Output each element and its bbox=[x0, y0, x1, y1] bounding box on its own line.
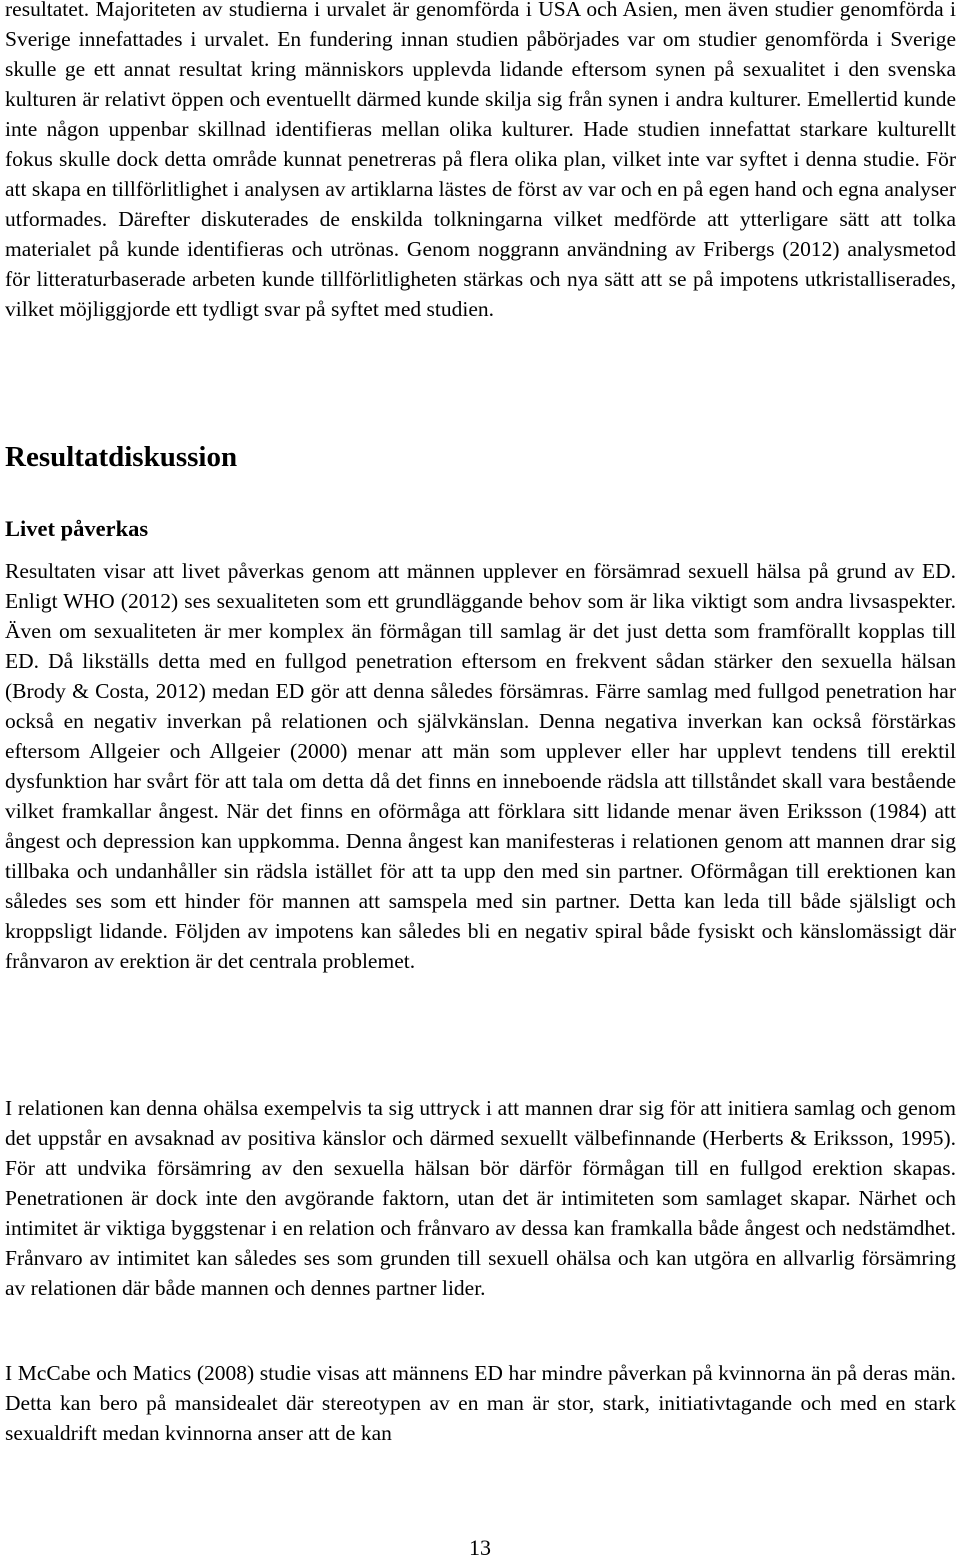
paragraph-2: I relationen kan denna ohälsa exempelvis ta sig uttryck i att mannen drar sig för att initiera samlag och genom det uppstår en avsaknad av positiva känslor och därmed sexuellt välbefinnande (Herberts & Eriksson, 1995). För att undvika försämring av den sexuella hälsan bör därför förmågan till en fullgod erektion skapas. Penetrationen är dock inte den avgörande faktorn, utan det är intimiteten som samlaget skapar. Närhet och intimitet är viktiga byggstenar i en relation och frånvaro av dessa kan framkalla både ångest och nedstämdhet. Frånvaro av intimitet kan således ses som grunden till sexuell ohälsa och kan utgöra en allvarlig försämring av relationen där både mannen och dennes partner lider. bbox=[5, 1096, 956, 1300]
paragraph-3: I McCabe och Matics (2008) studie visas att männens ED har mindre påverkan på kvinnorna än på deras män. Detta kan bero på mansidealet där stereotypen av en man är stor, stark, initiativtagande och med en stark sexualdrift medan kvinnorna anser att de kan bbox=[5, 1361, 956, 1445]
paragraph-1: Resultaten visar att livet påverkas genom att männen upplever en försämrad sexuell hälsa på grund av ED. Enligt WHO (2012) ses sexualiteten som ett grundläggande behov som är lika viktigt som andra livsaspekter. Även om sexualiteten är mer komplex än förmågan till samlag är det just detta som framförallt kopplas till ED. Då likställs detta med en fullgod penetration eftersom en frekvent sådan stärker den sexuella hälsan (Brody & Costa, 2012) medan ED gör att denna således försämras. Färre samlag med fullgod penetration har också en negativ inverkan på relationen och självkänslan. Denna negativa inverkan kan också förstärkas eftersom Allgeier och Allgeier (2000) menar att män som upplever eller har upplevt tendens till erektil dysfunktion har svårt för att tala om detta då det finns en inneboende rädsla att tillståndet skall vara bestående vilket framkallar ångest. När det finns en oförmåga att förklara sitt lidande menar även Eriksson (1984) att ångest och depression kan uppkomma. Denna ångest kan manifesteras i relationen genom att mannen drar sig tillbaka och undanhåller sin rädsla istället för att ta upp den med sin partner. Oförmågan till erektionen kan således ses som ett hinder för mannen att samspela med sin partner. Detta kan leda till både själsligt och kroppsligt lidande. Följden av impotens kan således bli en negativ spiral både fysiskt och känslomässigt där frånvaron av erektion är det centrala problemet. bbox=[5, 559, 956, 973]
section-heading: Resultatdiskussion bbox=[5, 441, 238, 473]
subsection-heading: Livet påverkas bbox=[5, 516, 149, 541]
paragraph-intro: resultatet. Majoriteten av studierna i urvalet är genomförda i USA och Asien, men även studier genomförda i Sverige innefattades i urvalet. En fundering innan studien påbörjades var om studier genomförda i Sverige skulle ge ett annat resultat kring människors upplevda lidande eftersom synen på sexualitet i den svenska kulturen är relativt öppen och eventuellt därmed kunde skilja sig från synen i andra kulturer. Emellertid kunde inte någon uppenbar skillnad identifieras mellan olika kulturer. Hade studien innefattat starkare kulturellt fokus skulle dock detta område kunnat penetreras på flera olika plan, vilket inte var syftet i denna studie. För att skapa en tillförlitlighet i analysen av artiklarna lästes de först av var och en på egen hand och egna analyser utformades. Därefter diskuterades de enskilda tolkningarna vilket medförde att ytterligare sätt att tolka materialet på kunde identifieras och utrönas. Genom noggrann användning av Fribergs (2012) analysmetod för litteraturbaserade arbeten kunde tillförlitligheten stärkas och nya sätt att se på impotens utkristalliserades, vilket möjliggjorde ett tydligt svar på syftet med studien. bbox=[5, 0, 956, 321]
page-number: 13 bbox=[469, 1535, 491, 1560]
